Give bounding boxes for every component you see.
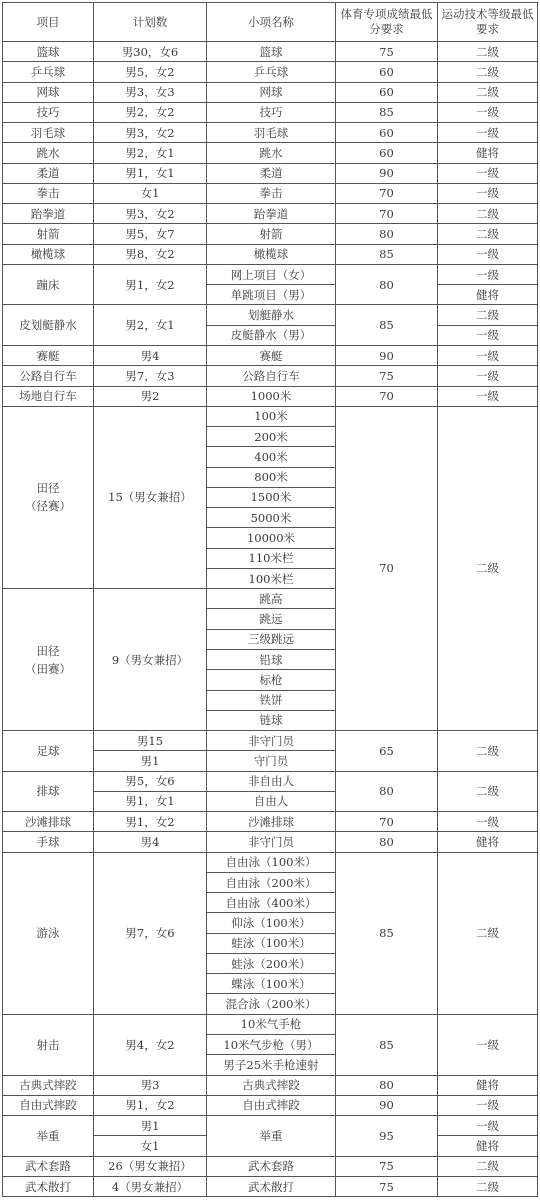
table-cell: 一级 [438, 244, 538, 264]
table-cell: 篮球 [3, 42, 94, 62]
table-cell: 100米 [207, 406, 336, 426]
table-cell: 26（男女兼招） [94, 1156, 207, 1176]
table-cell: 男15 [94, 731, 207, 751]
table-cell: 自由泳（400米） [207, 893, 336, 913]
table-cell: 85 [336, 244, 438, 264]
table-cell: 网球 [207, 82, 336, 102]
table-cell: 武术散打 [3, 1176, 94, 1196]
table-cell: 60 [336, 143, 438, 163]
table-cell: 85 [336, 305, 438, 346]
table-cell: 二级 [438, 42, 538, 62]
table-cell: 皮划艇静水 [3, 305, 94, 346]
table-cell: 铅球 [207, 649, 336, 669]
table-cell: 守门员 [207, 751, 336, 771]
table-cell: 一级 [438, 325, 538, 345]
table-cell: 110米栏 [207, 548, 336, 568]
table-cell: 1500米 [207, 487, 336, 507]
table-cell: 射箭 [3, 224, 94, 244]
table-cell: 田径 （径赛） [3, 406, 94, 588]
table-row [3, 102, 538, 122]
table-cell: 单跳项目（男） [207, 285, 336, 305]
table-cell: 男4，女2 [94, 1014, 207, 1075]
table-cell: 60 [336, 62, 438, 82]
table-cell: 90 [336, 163, 438, 183]
table-row [3, 771, 538, 791]
table-cell: 二级 [438, 406, 538, 730]
table-cell: 70 [336, 386, 438, 406]
table-row [3, 1176, 538, 1196]
table-cell: 自由泳（100米） [207, 852, 336, 872]
table-cell: 武术套路 [207, 1156, 336, 1176]
table-cell: 蹦床 [3, 264, 94, 305]
table-cell: 男4 [94, 832, 207, 852]
table-cell: 自由式摔跤 [3, 1095, 94, 1115]
table-row [3, 812, 538, 832]
table-cell: 蛙泳（200米） [207, 953, 336, 973]
table-cell: 100米栏 [207, 568, 336, 588]
table-cell: 篮球 [207, 42, 336, 62]
table-row [3, 42, 538, 62]
table-cell: 沙滩排球 [207, 812, 336, 832]
table-cell: 70 [336, 204, 438, 224]
table-cell: 网上项目（女） [207, 264, 336, 284]
table-cell: 男1 [94, 1116, 207, 1136]
header-min-level: 运动技术等级最低要求 [438, 3, 538, 42]
table-cell: 武术散打 [207, 1176, 336, 1196]
table-cell: 男2 [94, 386, 207, 406]
table-cell: 75 [336, 1156, 438, 1176]
table-cell: 一级 [438, 366, 538, 386]
table-cell: 健将 [438, 832, 538, 852]
table-cell: 跳水 [207, 143, 336, 163]
table-cell: 男1，女2 [94, 1095, 207, 1115]
table-cell: 一级 [438, 1014, 538, 1075]
table-cell: 武术套路 [3, 1156, 94, 1176]
table-cell: 男5，女7 [94, 224, 207, 244]
table-row [3, 1014, 538, 1034]
table-cell: 混合泳（200米） [207, 994, 336, 1014]
table-cell: 柔道 [3, 163, 94, 183]
table-cell: 10米气步枪（男） [207, 1035, 336, 1055]
header-event: 小项名称 [207, 3, 336, 42]
table-cell: 男2，女2 [94, 102, 207, 122]
table-cell: 90 [336, 345, 438, 365]
table-cell: 跆拳道 [3, 204, 94, 224]
table-cell: 橄榄球 [3, 244, 94, 264]
table-cell: 75 [336, 1176, 438, 1196]
table-cell: 80 [336, 264, 438, 305]
table-cell: 85 [336, 852, 438, 1014]
table-cell: 三级跳远 [207, 629, 336, 649]
table-cell: 二级 [438, 305, 538, 325]
table-cell: 10000米 [207, 528, 336, 548]
table-cell: 标枪 [207, 670, 336, 690]
table-cell: 70 [336, 406, 438, 730]
table-cell: 皮艇静水（男） [207, 325, 336, 345]
table-cell: 古典式摔跤 [3, 1075, 94, 1095]
table-cell: 男1，女1 [94, 791, 207, 811]
table-cell: 85 [336, 1014, 438, 1075]
table-row [3, 731, 538, 751]
table-row [3, 204, 538, 224]
table-cell: 男1，女2 [94, 264, 207, 305]
table-cell: 一级 [438, 812, 538, 832]
table-cell: 古典式摔跤 [207, 1075, 336, 1095]
table-cell: 赛艇 [207, 345, 336, 365]
table-cell: 80 [336, 832, 438, 852]
table-cell: 乒乓球 [3, 62, 94, 82]
header-sport: 项目 [3, 3, 94, 42]
table-cell: 网球 [3, 82, 94, 102]
table-cell: 75 [336, 42, 438, 62]
table-cell: 80 [336, 771, 438, 812]
table-cell: 健将 [438, 143, 538, 163]
table-cell: 一级 [438, 102, 538, 122]
table-cell: 羽毛球 [3, 123, 94, 143]
table-cell: 90 [336, 1095, 438, 1115]
table-cell: 游泳 [3, 852, 94, 1014]
table-row [3, 82, 538, 102]
table-row [3, 264, 538, 284]
table-cell: 二级 [438, 771, 538, 812]
table-row [3, 366, 538, 386]
table-cell: 柔道 [207, 163, 336, 183]
table-row [3, 143, 538, 163]
table-cell: 男3，女3 [94, 82, 207, 102]
table-cell: 80 [336, 1075, 438, 1095]
table-cell: 女1 [94, 1136, 207, 1156]
table-cell: 二级 [438, 852, 538, 1014]
table-cell: 4（男女兼招） [94, 1176, 207, 1196]
table-row [3, 852, 538, 872]
table-cell: 10米气手枪 [207, 1014, 336, 1034]
table-cell: 非守门员 [207, 731, 336, 751]
table-row [3, 386, 538, 406]
table-cell: 技巧 [3, 102, 94, 122]
header-min-score: 体育专项成绩最低分要求 [336, 3, 438, 42]
table-cell: 95 [336, 1116, 438, 1157]
table-cell: 男3，女2 [94, 204, 207, 224]
table-cell: 链球 [207, 710, 336, 730]
table-cell: 二级 [438, 82, 538, 102]
table-cell: 蛙泳（100米） [207, 933, 336, 953]
table-cell: 排球 [3, 771, 94, 812]
table-cell: 蝶泳（100米） [207, 974, 336, 994]
table-row [3, 406, 538, 426]
table-cell: 一级 [438, 183, 538, 203]
table-body [3, 42, 538, 1197]
table-cell: 羽毛球 [207, 123, 336, 143]
table-cell: 70 [336, 812, 438, 832]
table-row [3, 1116, 538, 1136]
table-cell: 跳高 [207, 589, 336, 609]
table-cell: 拳击 [3, 183, 94, 203]
table-cell: 二级 [438, 224, 538, 244]
table-cell: 400米 [207, 447, 336, 467]
table-cell: 9（男女兼招） [94, 589, 207, 731]
table-cell: 男5，女2 [94, 62, 207, 82]
table-cell: 二级 [438, 1156, 538, 1176]
table-cell: 健将 [438, 1136, 538, 1156]
table-cell: 一级 [438, 1095, 538, 1115]
table-cell: 60 [336, 82, 438, 102]
table-cell: 铁饼 [207, 690, 336, 710]
table-cell: 70 [336, 183, 438, 203]
table-cell: 200米 [207, 427, 336, 447]
table-cell: 75 [336, 366, 438, 386]
table-cell: 一级 [438, 264, 538, 284]
table-cell: 一级 [438, 123, 538, 143]
table-cell: 男子25米手枪速射 [207, 1055, 336, 1075]
table-cell: 赛艇 [3, 345, 94, 365]
table-cell: 女1 [94, 183, 207, 203]
table-cell: 一级 [438, 1116, 538, 1136]
table-cell: 非守门员 [207, 832, 336, 852]
table-cell: 一级 [438, 345, 538, 365]
table-cell: 二级 [438, 1176, 538, 1196]
table-cell: 二级 [438, 62, 538, 82]
table-cell: 技巧 [207, 102, 336, 122]
table-row [3, 345, 538, 365]
table-cell: 男5，女6 [94, 771, 207, 791]
table-cell: 1000米 [207, 386, 336, 406]
table-cell: 男7，女3 [94, 366, 207, 386]
table-cell: 一级 [438, 163, 538, 183]
table-row [3, 1156, 538, 1176]
admission-requirements-table [2, 2, 538, 1197]
table-cell: 800米 [207, 467, 336, 487]
table-cell: 划艇静水 [207, 305, 336, 325]
table-cell: 80 [336, 224, 438, 244]
table-cell: 自由人 [207, 791, 336, 811]
table-cell: 沙滩排球 [3, 812, 94, 832]
table-cell: 男2，女1 [94, 143, 207, 163]
table-row [3, 224, 538, 244]
table-cell: 跆拳道 [207, 204, 336, 224]
table-cell: 公路自行车 [207, 366, 336, 386]
table-cell: 非自由人 [207, 771, 336, 791]
table-cell: 足球 [3, 731, 94, 772]
table-row [3, 183, 538, 203]
table-cell: 男1，女2 [94, 812, 207, 832]
table-cell: 男30，女6 [94, 42, 207, 62]
table-cell: 跳远 [207, 609, 336, 629]
table-row [3, 244, 538, 264]
table-cell: 男7，女6 [94, 852, 207, 1014]
table-cell: 男3，女2 [94, 123, 207, 143]
table-cell: 公路自行车 [3, 366, 94, 386]
table-cell: 举重 [3, 1116, 94, 1157]
table-row [3, 123, 538, 143]
table-row [3, 62, 538, 82]
table-cell: 拳击 [207, 183, 336, 203]
table-row [3, 1075, 538, 1095]
header-row [3, 3, 538, 42]
table-row [3, 832, 538, 852]
table-cell: 田径 （田赛） [3, 589, 94, 731]
table-cell: 健将 [438, 285, 538, 305]
table-cell: 手球 [3, 832, 94, 852]
table-cell: 男1 [94, 751, 207, 771]
table-row [3, 1095, 538, 1115]
table-cell: 健将 [438, 1075, 538, 1095]
table-cell: 5000米 [207, 508, 336, 528]
header-quota: 计划数 [94, 3, 207, 42]
table-cell: 65 [336, 731, 438, 772]
table-cell: 自由式摔跤 [207, 1095, 336, 1115]
table-cell: 二级 [438, 204, 538, 224]
table-cell: 场地自行车 [3, 386, 94, 406]
table-cell: 85 [336, 102, 438, 122]
table-cell: 15（男女兼招） [94, 406, 207, 588]
table-cell: 男2，女1 [94, 305, 207, 346]
table-cell: 射箭 [207, 224, 336, 244]
table-cell: 二级 [438, 731, 538, 772]
table-cell: 跳水 [3, 143, 94, 163]
table-cell: 自由泳（200米） [207, 872, 336, 892]
table-cell: 举重 [207, 1116, 336, 1157]
table-cell: 仰泳（100米） [207, 913, 336, 933]
table-row [3, 305, 538, 325]
table-cell: 男3 [94, 1075, 207, 1095]
table-cell: 射击 [3, 1014, 94, 1075]
table-cell: 男4 [94, 345, 207, 365]
table-cell: 一级 [438, 386, 538, 406]
table-cell: 乒乓球 [207, 62, 336, 82]
table-cell: 男1，女1 [94, 163, 207, 183]
table-cell: 男8，女2 [94, 244, 207, 264]
table-cell: 橄榄球 [207, 244, 336, 264]
table-row [3, 163, 538, 183]
table-cell: 60 [336, 123, 438, 143]
